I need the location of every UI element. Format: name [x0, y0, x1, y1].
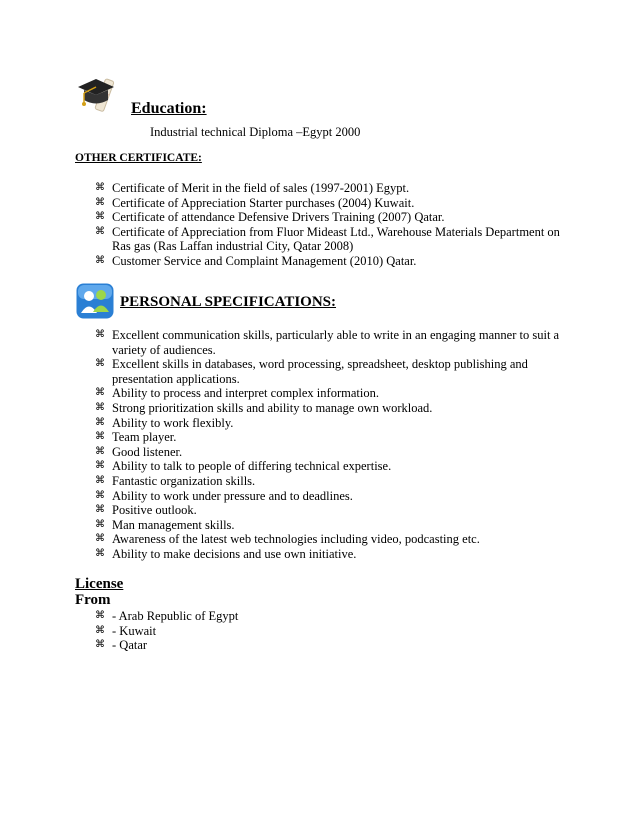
people-icon	[76, 283, 114, 319]
list-item: ⌘ Ability to work flexibly.	[95, 415, 234, 430]
bullet-icon: ⌘	[95, 489, 105, 501]
personal-specifications-heading: PERSONAL SPECIFICATIONS:	[120, 294, 337, 310]
bullet-icon: ⌘	[95, 624, 105, 636]
list-item: ⌘ Fantastic organization skills.	[95, 473, 256, 488]
bullet-icon: ⌘	[95, 387, 105, 399]
bullet-icon: ⌘	[95, 211, 105, 223]
list-item: ⌘ Positive outlook.	[95, 503, 197, 518]
bullet-icon: ⌘	[95, 401, 105, 413]
bullet-icon: ⌘	[95, 533, 105, 545]
bullet-icon: ⌘	[95, 225, 105, 237]
list-item: ⌘ Excellent skills in databases, word processing, spreadsheet, desktop publishing and presentation applications.	[95, 357, 528, 386]
bullet-icon: ⌘	[95, 610, 105, 621]
list-item: ⌘ Customer Service and Complaint Management (2010) Qatar.	[95, 253, 417, 268]
bullet-icon: ⌘	[95, 254, 105, 266]
bullet-icon: ⌘	[95, 639, 105, 651]
personal-specifications-list	[76, 328, 576, 562]
bullet-icon: ⌘	[95, 445, 105, 457]
bullet-icon: ⌘	[95, 329, 105, 340]
bullet-icon: ⌘	[95, 431, 105, 443]
list-item: ⌘ Certificate of Merit in the field of sales (1997-2001) Egypt.	[95, 181, 410, 195]
education-heading: Education:	[131, 100, 207, 117]
list-item: ⌘ Man management skills.	[95, 517, 235, 532]
list-item: ⌘ Certificate of Appreciation from Fluor Mideast Ltd., Warehouse Materials Department on Ras gas (Ras Laffan industrial City, Qatar 2008)	[95, 224, 560, 254]
list-item: ⌘ - Kuwait	[95, 623, 157, 638]
bullet-icon: ⌘	[95, 547, 105, 559]
bullet-icon: ⌘	[95, 358, 105, 370]
list-item: ⌘ - Qatar	[95, 638, 148, 653]
list-item: ⌘ - Arab Republic of Egypt	[95, 609, 239, 623]
list-item: ⌘ Certificate of attendance Defensive Drivers Training (2007) Qatar.	[95, 210, 445, 225]
bullet-icon: ⌘	[95, 196, 105, 208]
list-item: ⌘ Strong prioritization skills and ability to manage own workload.	[95, 400, 433, 415]
bullet-icon: ⌘	[95, 518, 105, 530]
bullet-icon: ⌘	[95, 460, 105, 472]
list-item: ⌘ Team player.	[95, 430, 177, 445]
list-item: ⌘ Ability to talk to people of differing technical expertise.	[95, 459, 392, 474]
certificate-list	[76, 181, 576, 269]
license-from-label: From	[75, 592, 111, 608]
list-item: ⌘ Ability to work under pressure and to deadlines.	[95, 488, 353, 503]
bullet-icon: ⌘	[95, 504, 105, 516]
bullet-icon: ⌘	[95, 416, 105, 428]
list-item: ⌘ Certificate of Appreciation Starter purchases (2004) Kuwait.	[95, 195, 415, 210]
list-item: ⌘ Excellent communication skills, particularly able to write in an engaging manner to suit a variety of audiences.	[95, 328, 560, 357]
bullet-icon: ⌘	[95, 182, 105, 193]
license-country-list	[76, 609, 576, 653]
list-item: ⌘ Awareness of the latest web technologies including video, podcasting etc.	[95, 532, 480, 547]
other-certificate-heading: OTHER CERTIFICATE:	[75, 152, 202, 164]
education-diploma: Industrial technical Diploma –Egypt 2000	[150, 125, 361, 139]
list-item: ⌘ Good listener.	[95, 444, 183, 459]
graduation-cap-icon	[76, 73, 116, 115]
license-heading: License	[75, 576, 124, 592]
list-item: ⌘ Ability to process and interpret complex information.	[95, 386, 379, 401]
list-item: ⌘ Ability to make decisions and use own initiative.	[95, 546, 357, 561]
bullet-icon: ⌘	[95, 474, 105, 486]
